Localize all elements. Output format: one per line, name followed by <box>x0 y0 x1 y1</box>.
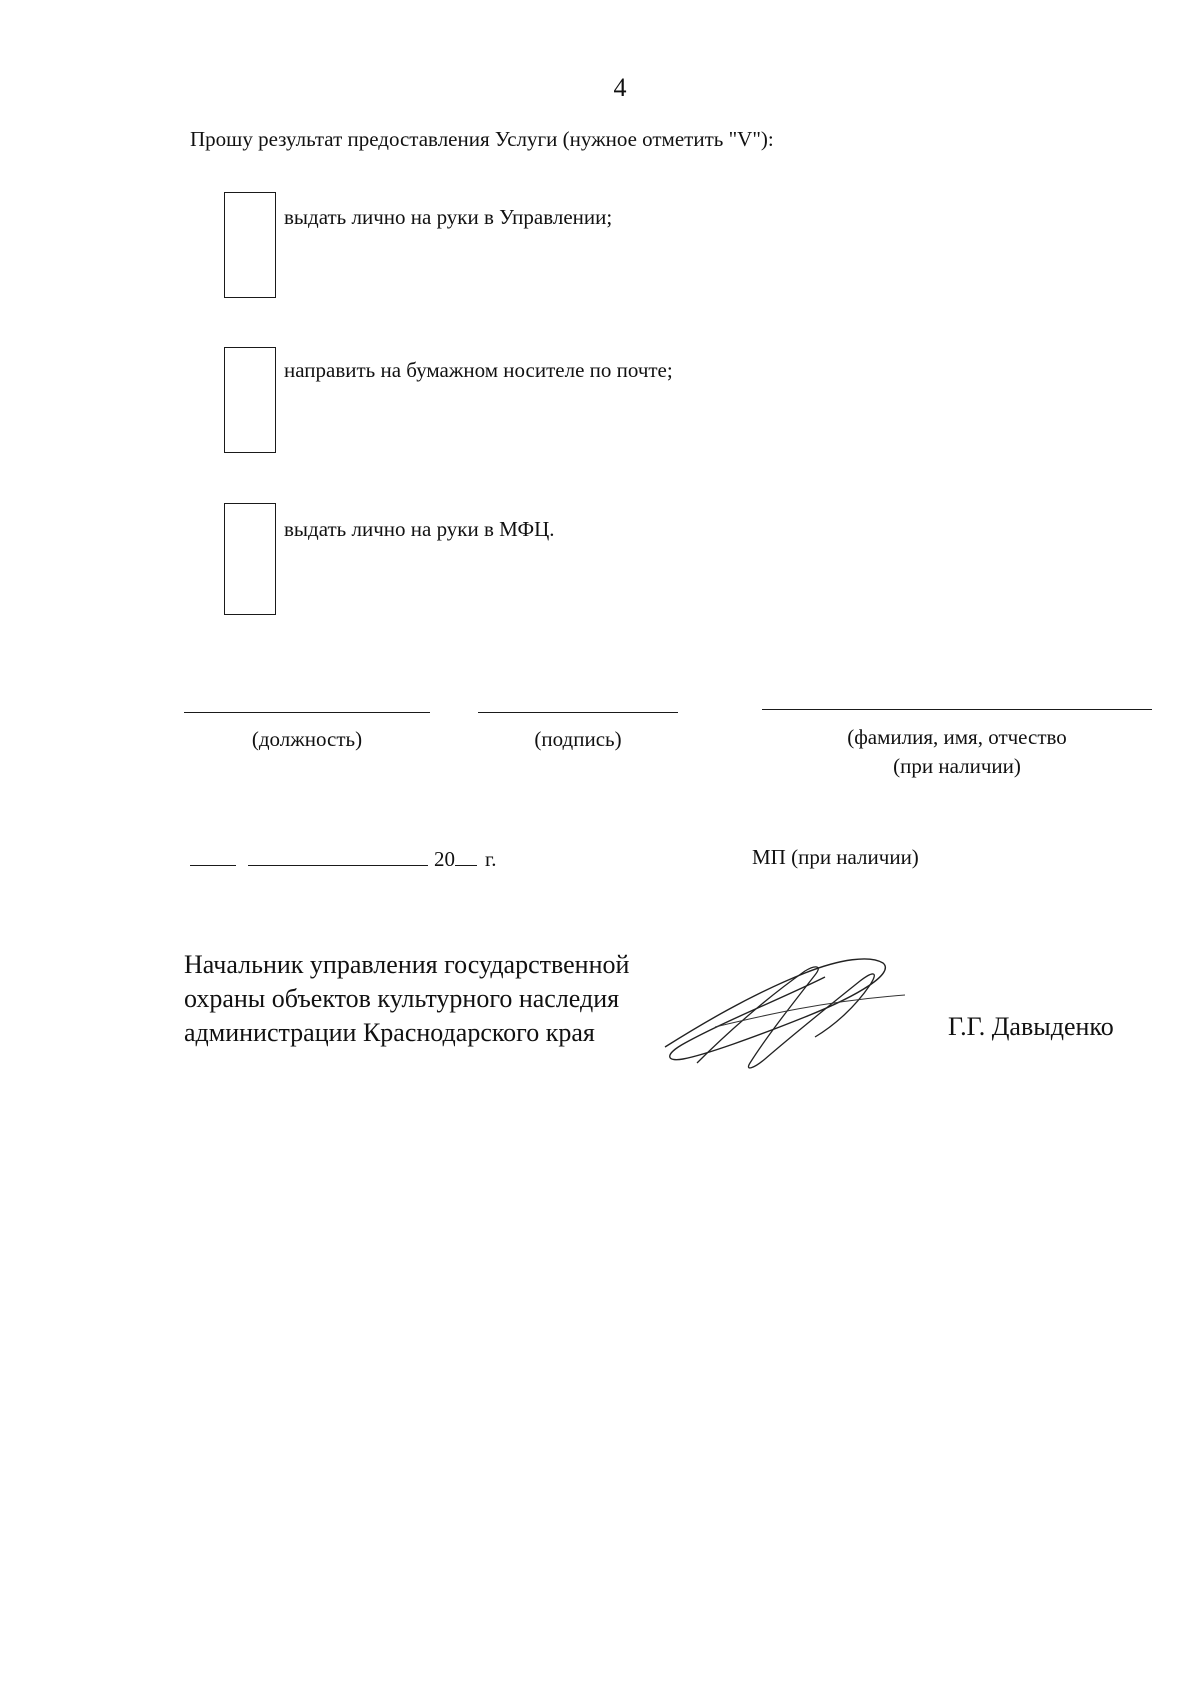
request-title: Прошу результат предоставления Услуги (нужное отметить "V"): <box>190 127 774 151</box>
date-year-blank[interactable] <box>455 845 477 866</box>
signatory-title-line: Начальник управления государственной <box>184 950 630 979</box>
position-caption: (должность) <box>251 727 363 751</box>
option-label-in-office: выдать лично на руки в Управлении; <box>284 205 613 229</box>
date-year-prefix: 20 <box>434 847 455 871</box>
checkbox-in-mfc[interactable] <box>224 503 276 615</box>
signature-line[interactable] <box>478 712 678 713</box>
full-name-line[interactable] <box>762 709 1152 710</box>
full-name-caption: (фамилия, имя, отчество <box>847 725 1067 749</box>
signature-caption: (подпись) <box>534 727 622 751</box>
signatory-title-line: администрации Краснодарского края <box>184 1018 595 1047</box>
date-year-suffix: г. <box>485 847 497 871</box>
signatory-title <box>184 948 629 1050</box>
date-month-blank[interactable] <box>248 845 428 866</box>
option-label-in-mfc: выдать лично на руки в МФЦ. <box>284 517 555 541</box>
date-day-blank[interactable] <box>190 845 236 866</box>
signer-name: Г.Г. Давыденко <box>948 1012 1114 1041</box>
checkbox-in-office[interactable] <box>224 192 276 298</box>
option-label-by-mail: направить на бумажном носителе по почте; <box>284 358 673 382</box>
stamp-label: МП (при наличии) <box>752 845 919 869</box>
full-name-caption-note: (при наличии) <box>893 754 1021 778</box>
signatory-title-line: охраны объектов культурного наследия <box>184 984 620 1013</box>
page-number: 4 <box>613 73 627 102</box>
position-line[interactable] <box>184 712 430 713</box>
checkbox-by-mail[interactable] <box>224 347 276 453</box>
date-row <box>190 845 497 872</box>
handwritten-signature <box>655 955 915 1075</box>
